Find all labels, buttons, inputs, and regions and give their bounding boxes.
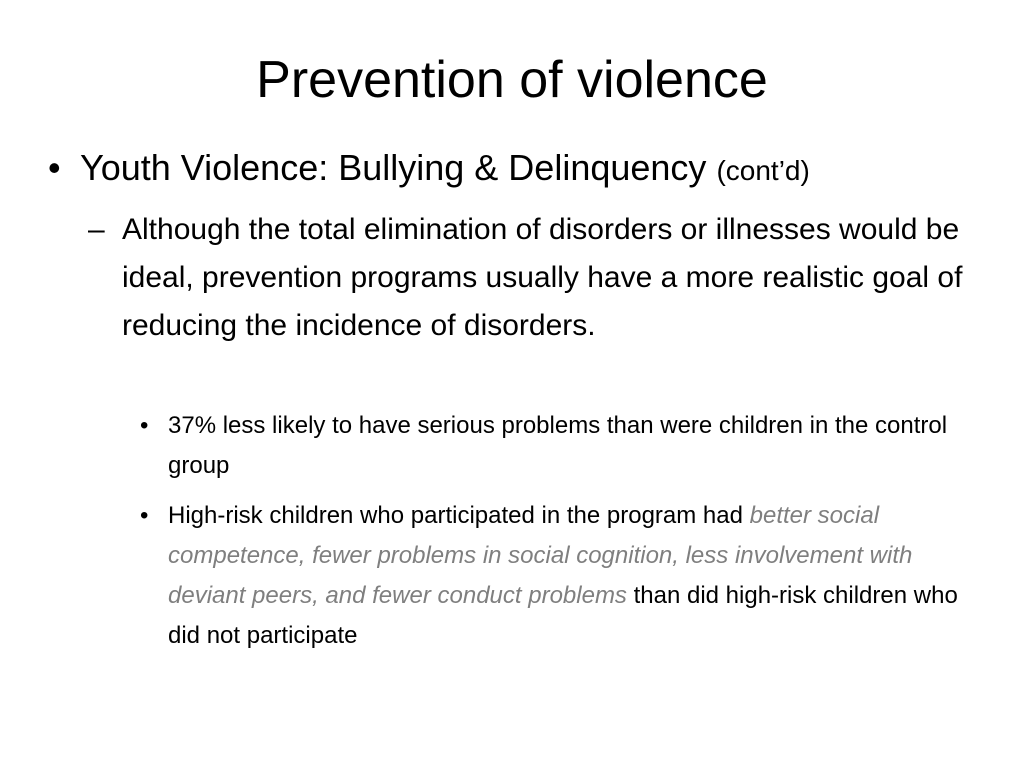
sub-sub-bullet-text [168, 496, 968, 656]
text-after-emphasis: than did high-risk children who did not participate [168, 582, 958, 649]
bullet-marker: • [48, 147, 61, 188]
sub-sub-bullet-text: 37% less likely to have serious problems than were children in the control group [168, 412, 948, 479]
bullet-suffix: (cont’d) [716, 155, 810, 186]
bullet-main-text: Youth Violence: Bullying & Delinquency [80, 147, 707, 188]
emphasized-text: better social competence, fewer problems in social cognition, less involvement with deviant peers, and fewer conduct problems [168, 502, 913, 609]
bullet-marker: • [140, 502, 149, 529]
slide-title: Prevention of violence [256, 51, 768, 109]
bullet-text [80, 142, 810, 197]
bullet-marker: • [140, 412, 149, 439]
dash-marker: – [88, 213, 105, 246]
sub-bullet-text: Although the total elimination of disorders or illnesses would be ideal, prevention programs usually have a more realistic goal of reducing the incidence of disorders. [122, 213, 963, 342]
text-before-emphasis: High-risk children who participated in the program had [168, 502, 743, 529]
